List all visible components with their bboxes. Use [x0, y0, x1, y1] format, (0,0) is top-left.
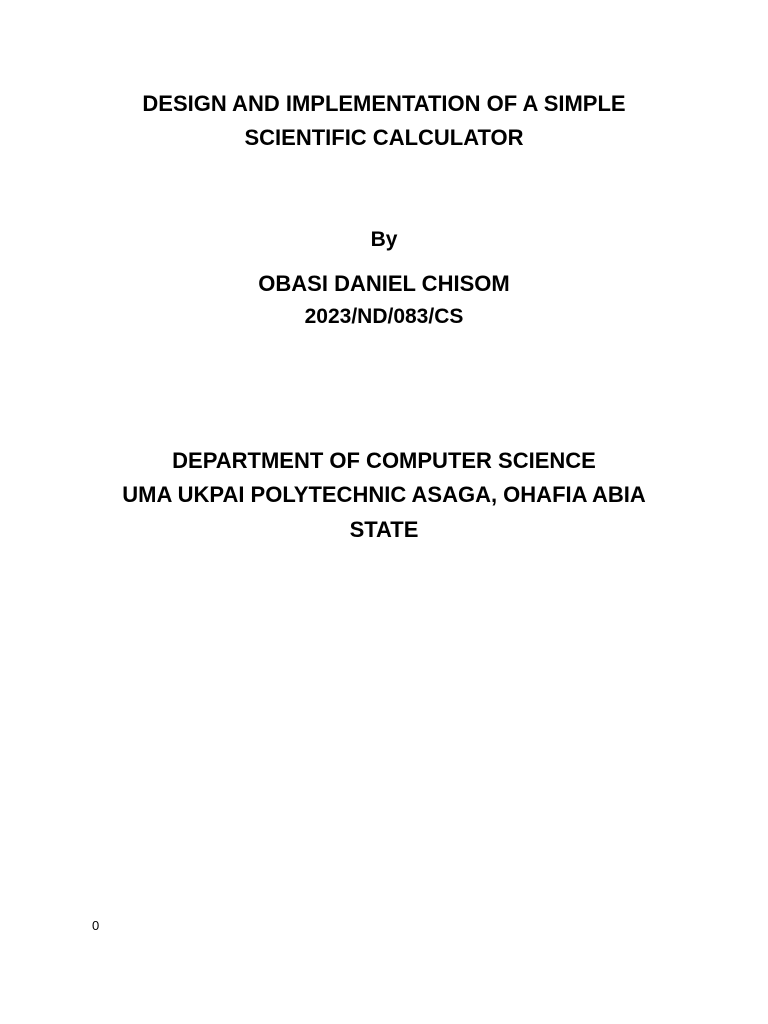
author-name: OBASI DANIEL CHISOM	[258, 271, 510, 296]
by-label: By	[370, 228, 398, 251]
project-title-line-2: SCIENTIFIC CALCULATOR	[244, 125, 524, 150]
institution-name-line-2: STATE	[349, 517, 419, 542]
registration-number: 2023/ND/083/CS	[304, 305, 464, 328]
institution-name-line-1: UMA UKPAI POLYTECHNIC ASAGA, OHAFIA ABIA	[122, 482, 646, 507]
page-number: 0	[92, 918, 100, 933]
department-name: DEPARTMENT OF COMPUTER SCIENCE	[172, 448, 596, 473]
project-title-line-1: DESIGN AND IMPLEMENTATION OF A SIMPLE	[142, 91, 626, 116]
